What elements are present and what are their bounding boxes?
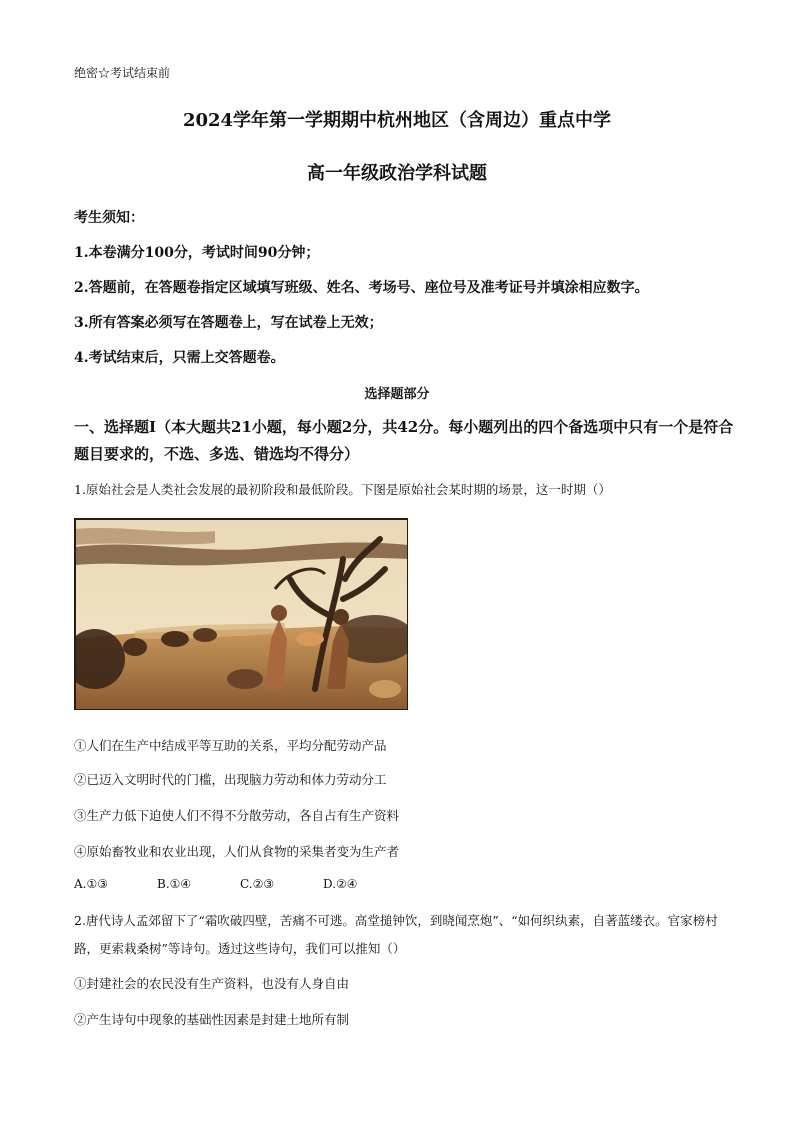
section-title: 选择题部分 (364, 387, 430, 402)
part-heading: 一、选择题Ⅰ（本大题共21小题，每小题2分，共42分。每小题列出的四个备选项中只有一个是符合题目要求的，不选、多选、错选均不得分） (74, 418, 734, 463)
choice-d: D.②④ (323, 877, 358, 891)
question-1-choices (74, 877, 406, 891)
choice-c: C.②③ (240, 877, 275, 891)
question-1-option: ②已迈入文明时代的门槛，出现脑力劳动和体力劳动分工 (74, 772, 387, 787)
question-2-stem: 2.唐代诗人孟郊留下了“霜吹破四壁，苦痛不可逃。高堂搥钟饮，到晓闻烹炮”、“如何织纨素，自著蓝缕衣。官家榜村路，更索栽桑树”等诗句。透过这些诗句，我们可以推知（） (74, 913, 718, 956)
question-1-option: ③生产力低下迫使人们不得不分散劳动，各自占有生产资料 (74, 808, 400, 823)
question-1-stem: 1.原始社会是人类社会发展的最初阶段和最低阶段。下图是原始社会某时期的场景，这一时期（） (74, 482, 611, 497)
question-1-option: ④原始畜牧业和农业出现，人们从食物的采集者变为生产者 (74, 844, 400, 859)
question-2-option: ①封建社会的农民没有生产资料，也没有人身自由 (74, 976, 350, 991)
scene-illustration-icon (75, 519, 408, 710)
choice-b: B.①④ (157, 877, 192, 891)
exam-subtitle: 高一年级政治学科试题 (307, 163, 487, 184)
notice-item: 2.答题前，在答题卷指定区域填写班级、姓名、考场号、座位号及准考证号并填涂相应数字。 (74, 280, 649, 296)
exam-title: 2024学年第一学期期中杭州地区（含周边）重点中学 (182, 110, 612, 131)
notice-heading: 考生须知： (74, 210, 144, 226)
confidential-label: 绝密☆考试结束前 (74, 66, 171, 80)
notice-item: 3.所有答案必须写在答题卷上，写在试卷上无效； (74, 315, 383, 331)
choice-a: A.①③ (74, 877, 108, 891)
primitive-society-scene-image (74, 518, 408, 710)
question-1-option: ①人们在生产中结成平等互助的关系，平均分配劳动产品 (74, 738, 387, 753)
question-2-option: ②产生诗句中现象的基础性因素是封建土地所有制 (74, 1012, 350, 1027)
notice-item: 1.本卷满分100分，考试时间90分钟； (74, 245, 320, 261)
notice-item: 4.考试结束后，只需上交答题卷。 (74, 350, 285, 366)
